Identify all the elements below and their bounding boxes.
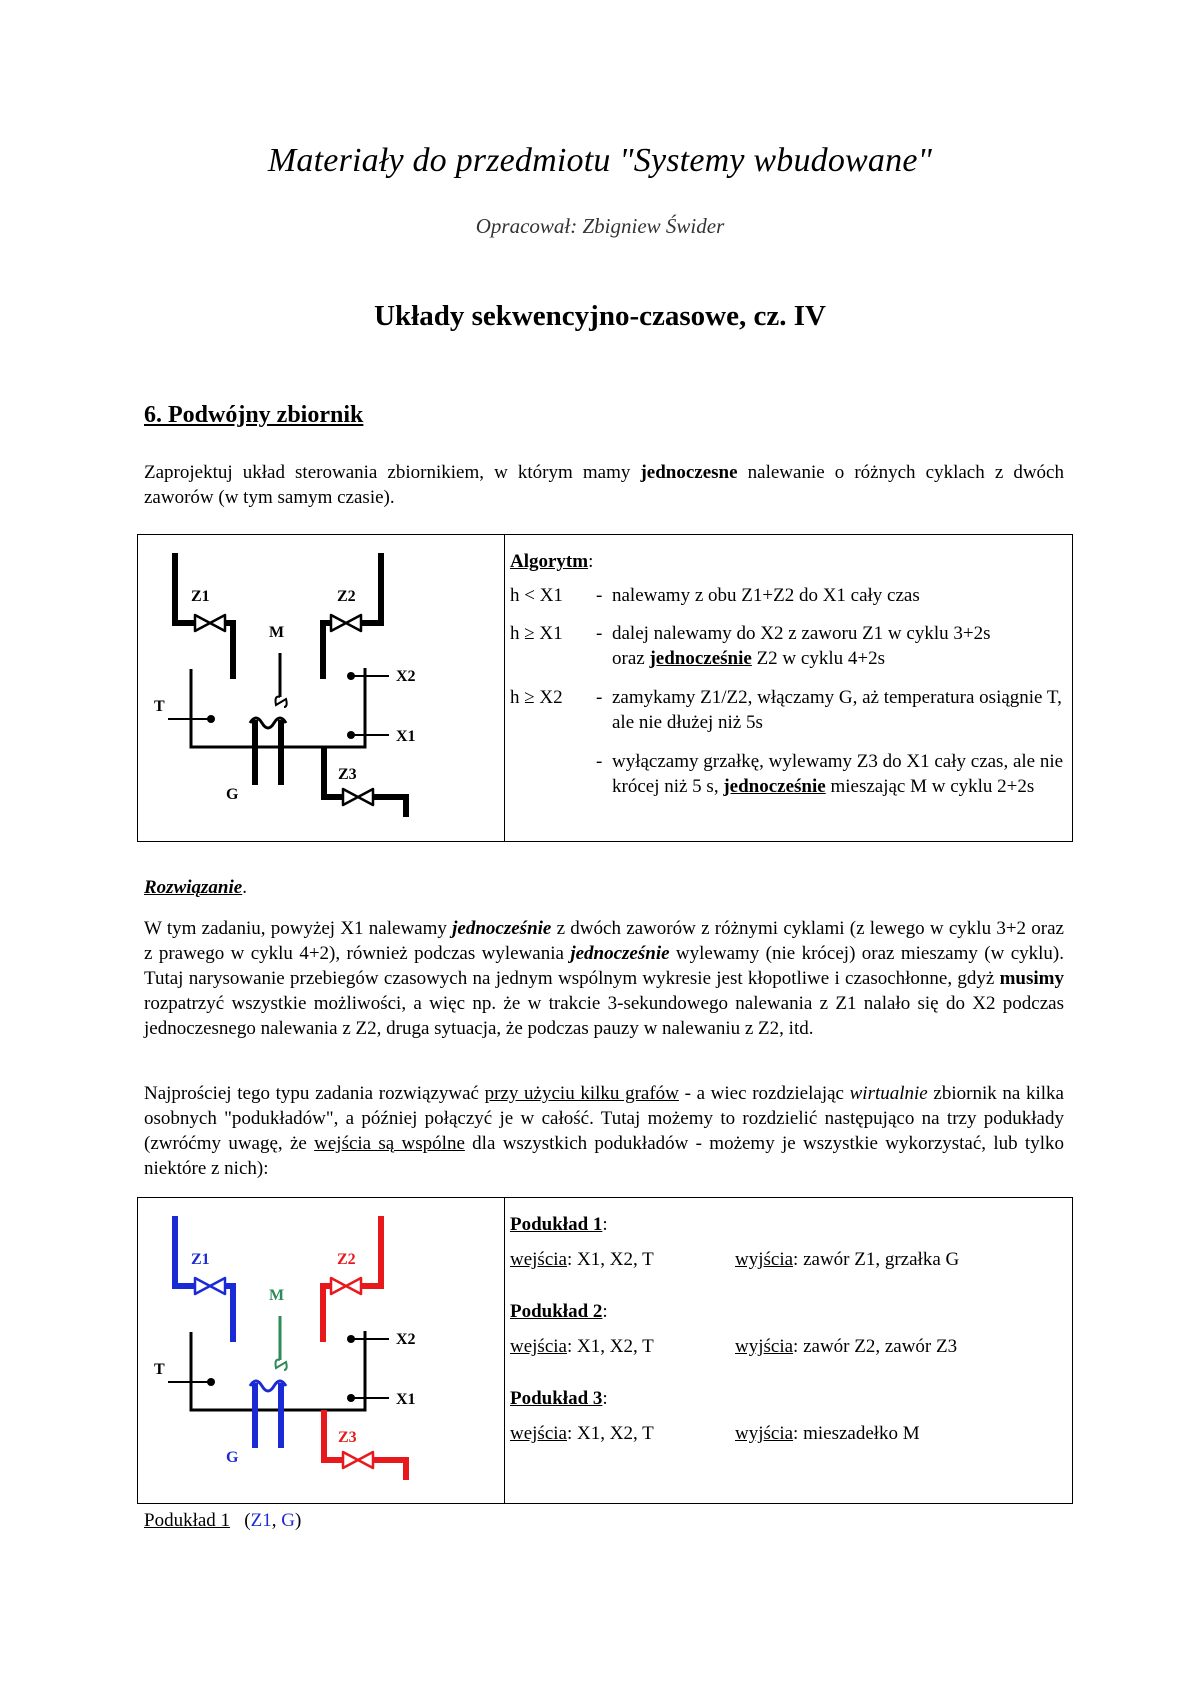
z2-outlet (323, 623, 330, 679)
intro-paragraph: Zaprojektuj układ sterowania zbiornikiem, w którym mamy jednoczesne nalewanie o różnych cyklach z dwóch zaworów (w tym samym czasie). (144, 462, 1064, 508)
mixer-icon (276, 1360, 287, 1370)
label-z1: Z1 (191, 1251, 210, 1268)
z1-valve-icon (195, 615, 225, 631)
algorithm-row: h ≥ X1 - dalej nalewamy do X2 z zaworu Z1 w cyklu 3+2s oraz jednocześnie Z2 w cyklu 4+2s (510, 623, 991, 669)
z2-pipe (361, 553, 381, 623)
z3-valve-icon (343, 789, 373, 805)
subsystem-3-title: Podukład 3 (510, 1388, 603, 1409)
z1-outlet (226, 623, 233, 679)
label-z3: Z3 (338, 766, 357, 783)
subsystem-1-title: Podukład 1 (510, 1214, 603, 1235)
label-z2: Z2 (337, 588, 356, 605)
document-title: Materiały do przedmiotu "Systemy wbudowane" (267, 142, 933, 179)
z2-valve-icon (331, 1278, 361, 1294)
label-x2: X2 (396, 668, 416, 685)
algorithm-row: h < X1 - nalewamy z obu Z1+Z2 do X1 cały czas (510, 585, 920, 606)
label-x2: X2 (396, 1331, 416, 1348)
colored-tank-diagram (138, 1198, 504, 1503)
label-g: G (226, 1449, 239, 1466)
task-table (137, 534, 1073, 842)
z2-valve-icon (331, 615, 361, 631)
subsystem-2-title: Podukład 2 (510, 1301, 603, 1322)
algorithm-row: h ≥ X2 - zamykamy Z1/Z2, włączamy G, aż temperatura osiągnie T, ale nie dłużej niż 5s (510, 687, 1062, 733)
z3-outlet (374, 797, 406, 817)
algorithm-panel: Algorytm: h < X1 - nalewamy z obu Z1+Z2 do X1 cały czas h ≥ X1 - dalej nalewamy do X2 z zaworu Z1 w cyklu 3+2s oraz jednocześnie Z2 w cyklu 4+2s h ≥ X2 - zamykamy Z1/Z2, włączamy G, aż temperatura osiągnie T, ale nie dłużej niż 5s - wyłączamy grzałkę, wylewamy Z3 do X1 cały czas, ale nie krócej niż 5 s, jednocześnie mieszając M w cyklu 2+2s (510, 543, 1066, 829)
z3-valve-icon (343, 1452, 373, 1468)
subsystem-3-io: wejścia: X1, X2, T wyjścia: mieszadełko M (510, 1423, 920, 1444)
label-z1: Z1 (191, 588, 210, 605)
subsystem-1-io: wejścia: X1, X2, T wyjścia: zawór Z1, grzałka G (510, 1249, 960, 1270)
author-line: Opracował: Zbigniew Świder (475, 214, 725, 238)
solution-paragraph-1: W tym zadaniu, powyżej X1 nalewamy jednocześnie z dwóch zaworów z różnymi cyklami (z lewego w cyklu 3+2 oraz z prawego w cyklu 4+2), również podczas wylewania jednocześnie wylewamy (nie krócej) oraz mieszamy (w cyklu). Tutaj narysowanie przebiegów czasowych na jednym wspólnym wykresie jest kłopotliwe i czasochłonne, gdyż musimy rozpatrzyć wszystkie możliwości, a więc np. że w trakcie 3-sekundowego nalewania z Z1 nalało się do X2 podczas jednoczesnego nalewania z Z2, druga sytuacja, że podczas pauzy w nalewaniu z Z2, itd. (144, 918, 1064, 1039)
solution-label: Rozwiązanie. (144, 877, 247, 898)
label-m: M (269, 1287, 285, 1304)
subsystem-2-io: wejścia: X1, X2, T wyjścia: zawór Z2, zawór Z3 (510, 1336, 958, 1357)
label-z3: Z3 (338, 1429, 357, 1446)
label-t: T (154, 698, 165, 715)
tank-diagram (138, 535, 504, 841)
z1-valve-icon (195, 1278, 225, 1294)
label-x1: X1 (396, 728, 416, 745)
document-subtitle: Układy sekwencyjno-czasowe, cz. IV (374, 300, 826, 332)
label-x1: X1 (396, 1391, 416, 1408)
solution-paragraph-2: Najprościej tego typu zadania rozwiązywać przy użyciu kilku grafów - a wiec rozdzielając wirtualnie zbiornik na kilka osobnych "podukładów", a później połączyć je w całość. Tutaj możemy to rozdzielić następująco na trzy podukłady (zwróćmy uwagę, że wejścia są wspólne dla wszystkich podukładów - możemy je wszystkie wykorzystać, lub tylko niektóre z nich): (144, 1083, 1064, 1179)
section-heading: 6. Podwójny zbiornik (144, 402, 364, 428)
label-m: M (269, 624, 285, 641)
label-z2: Z2 (337, 1251, 356, 1268)
algorithm-row: - wyłączamy grzałkę, wylewamy Z3 do X1 cały czas, ale nie krócej niż 5 s, jednocześnie mieszając M w cyklu 2+2s (596, 751, 1064, 797)
label-g: G (226, 786, 239, 803)
mixer-icon (276, 697, 287, 707)
subsystem-1-caption: Podukład 1 (Z1, G) (144, 1510, 302, 1531)
label-t: T (154, 1361, 165, 1378)
subsystems-table (137, 1197, 1073, 1504)
subsystems-panel: Podukład 1: wejścia: X1, X2, T wyjścia: zawór Z1, grzałka G Podukład 2: wejścia: X1, X2, T wyjścia: zawór Z2, zawór Z3 Podukład 3: wejścia: X1, X2, T wyjścia: mieszadełko M (510, 1212, 1066, 1446)
algorithm-title: Algorytm (510, 551, 589, 572)
